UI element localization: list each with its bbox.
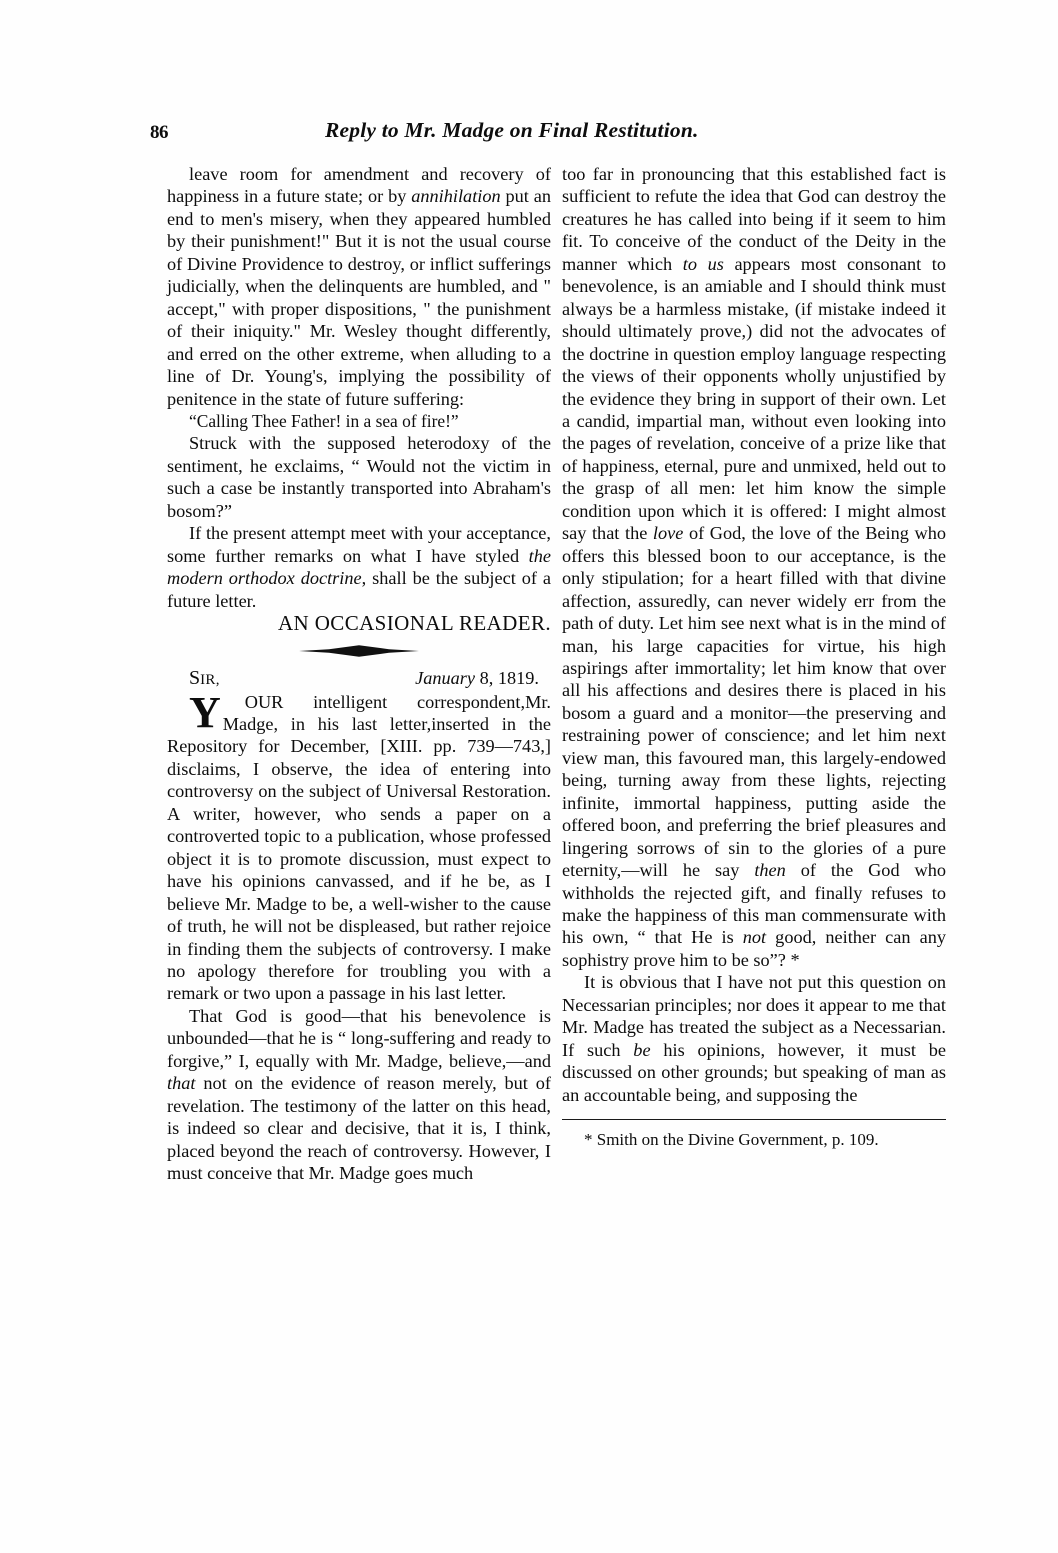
emphasis-love: love [652, 523, 684, 544]
emphasis-modern-orthodox-doctrine: the modern orthodox doctrine [167, 545, 551, 589]
article-signature: AN OCCASIONAL READER. [277, 611, 551, 636]
emphasis-annihilation: annihilation [411, 186, 501, 207]
ornament-divider [167, 639, 551, 665]
page-number: 86 [150, 122, 168, 143]
lens-ornament-icon [299, 645, 419, 657]
page-title: Reply to Mr. Madge on Final Restitution. [325, 118, 699, 142]
paragraph-text-cont: good, neither can any sophistry prove him to be so”? * [562, 927, 946, 970]
footnote: * Smith on the Divine Government, p. 109. [584, 1130, 879, 1150]
paragraph-text-cont: appears most consonant to benevolence, is an amiable and I should think must always be a harmless mistake, (if mistake indeed it should ultimately prove,) did not the advocates of the doctrine in question employ language respecting the views of their opponents wholly unjustified by the evidence they bring in support of their own. Let a candid, impartial man, without even looking into the pages of revelation, conceive of a prize like that of happiness, eternal, pure and unmixed, held out to the grasp of all men: let him know the simple condition upon which it is offered: I might almost say that the [562, 253, 947, 544]
paragraph-text-cont: put an end to men's misery, when they appeared humbled by their punishment!" But it is not the usual course of Divine Providence to destroy, or inflict sufferings judicially, when the delinquents are humbled, and " accept," with proper dispositions, " the punishment of their iniquity." Mr. Wesley thought differently, and erred on the other extreme, when alluding to a line of Dr. Young's, implying the possibility of penitence in the state of future suffering: [167, 186, 551, 409]
emphasis-not: not [742, 927, 767, 948]
emphasis-then: then [754, 860, 786, 881]
letter-line-2: Mr. Madge, in his last letter, [222, 691, 551, 734]
paragraph-text: That God is good—that his benevolence is unbounded—that he is “ long-suffering and ready to forgive,” I, equally with Mr. Madge, believe,—and [167, 1005, 551, 1071]
running-head [150, 118, 910, 148]
paragraph-text: It is obvious that I have not put this question on Necessarian principles; nor does it appear to me that Mr. Madge has treated the subject as a Necessarian. If such [562, 972, 946, 1060]
footnote-rule [562, 1119, 946, 1120]
paragraph-text-cont: his opinions, however, it must be discussed on other grounds; but speaking of man as an accountable being, and supposing the [562, 1039, 947, 1105]
letter-date: January 8, 1819. [415, 667, 539, 688]
letter-opening-paragraph [167, 687, 551, 1005]
paragraph-text: If the present attempt meet with your acceptance, some further remarks on what I have styled [167, 523, 551, 566]
paragraph [167, 1005, 551, 1185]
letter-heading [167, 667, 551, 691]
column-left [167, 163, 551, 1184]
paragraph [167, 163, 551, 410]
paragraph: Struck with the supposed heterodoxy of the sentiment, he exclaims, “ Would not the victim in such a case be instantly transported into Abraham's bosom?” [167, 433, 551, 521]
emphasis-to-us: to us [682, 253, 724, 274]
letter-body: inserted in the Repository for December, [XIII. pp. 739—743,] disclaims, I observe, the idea of entering into controversy on the subject of Universal Restoration. A writer, however, who sends a paper on a controverted topic to a publication, whose professed object it is to promote discussion, must expect to have his opinions canvassed, and if he be, as I believe Mr. Madge to be, a well-wisher to the cause of truth, he will not be displeased, but rather rejoice in finding them the subjects of controversy. I make no apology therefore for troubling you with a remark or two upon a passage in his last letter. [167, 713, 551, 1004]
paragraph-text: too far in pronouncing that this established fact is sufficient to refute the idea that God can destroy the creatures he has called into being if it seem to him fit. To conceive of the conduct of the Deity in the manner which [562, 164, 946, 274]
paragraph-text-cont: , shall be the subject of a future letter. [167, 568, 551, 611]
paragraph [167, 522, 551, 612]
paragraph-text-cont: of the God who withholds the rejected gift, and finally refuses to make the happiness of this man commensurate with his own, “ that He is [562, 860, 946, 948]
verse-quotation: “Calling Thee Father! in a sea of fire!” [189, 410, 459, 431]
paragraph-text-cont: of God, the love of the Being who offers this blessed boon to our acceptance, is the only stipulation; for a heart filled with that divine affection, assuredly, can never widely err from the path of duty. Let him see next what is in the mind of man, his large capacities for virtue, his high aspirings after immortality; let him know that over all his affections and desires there is placed in his bosom a guard and a monitor—the preserving and restraining power of conscience; and let him next view man, this favoured man, this largely-endowed being, turning away from these lights, rejecting infinite, immortal happiness, putting aside the offered boon, and preferring the brief pleasures and lingering sorrows of sin to the glories of a pure eternity,—will he say [562, 523, 946, 881]
emphasis-be: be [633, 1039, 651, 1060]
drop-cap: Y [189, 687, 221, 737]
paragraph-text-cont: not on the evidence of reason merely, but of revelation. The testimony of the latter on this head, is indeed so clear and decisive, that it is, I think, placed beyond the reach of controversy. However, I must conceive that Mr. Madge goes much [167, 1073, 551, 1184]
letter-line-1: OUR intelligent correspondent, [244, 691, 526, 712]
paragraph [562, 163, 946, 971]
emphasis-that: that [167, 1073, 196, 1094]
column-right [562, 163, 946, 1150]
paragraph [562, 971, 946, 1106]
salutation: SIR, [189, 666, 220, 689]
paragraph-text: leave room for amendment and recovery of happiness in a future state; or by [167, 164, 551, 207]
